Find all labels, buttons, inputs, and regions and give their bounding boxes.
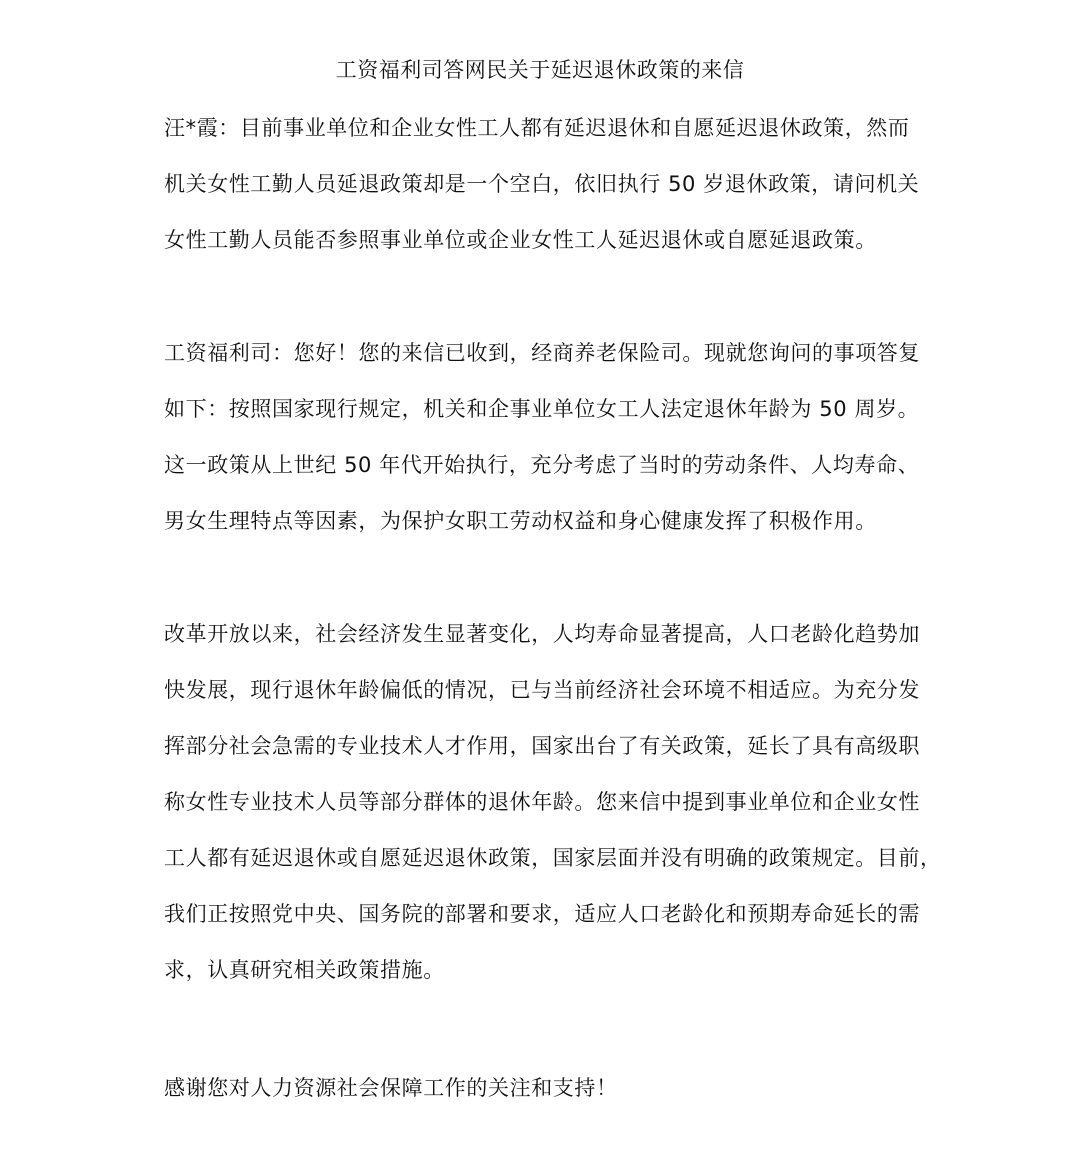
paragraph-line: 称女性专业技术人员等部分群体的退休年龄。您来信中提到事业单位和企业女性 xyxy=(164,790,920,814)
policy-paragraph xyxy=(164,614,942,1006)
paragraph-line: 男女生理特点等因素，为保护女职工劳动权益和身心健康发挥了积极作用。 xyxy=(164,509,877,533)
closing-paragraph xyxy=(164,1068,924,1124)
document-title: 工资福利司答网民关于延迟退休政策的来信 xyxy=(335,58,745,82)
reply-paragraph xyxy=(164,333,924,557)
paragraph-line: 女性工勤人员能否参照事业单位或企业女性工人延迟退休或自愿延退政策。 xyxy=(164,228,877,252)
paragraph-line: 工资福利司：您好！您的来信已收到，经商养老保险司。现就您询问的事项答复 xyxy=(164,341,920,365)
paragraph-line: 汪*霞：目前事业单位和企业女性工人都有延迟退休和自愿延迟退休政策，然而 xyxy=(164,116,910,140)
paragraph-line: 机关女性工勤人员延退政策却是一个空白，依旧执行 50 岁退休政策，请问机关 xyxy=(164,172,920,196)
paragraph-line: 快发展，现行退休年龄偏低的情况，已与当前经济社会环境不相适应。为充分发 xyxy=(164,678,920,702)
paragraph-line: 我们正按照党中央、国务院的部署和要求，适应人口老龄化和预期寿命延长的需 xyxy=(164,902,920,926)
paragraph-line: 工人都有延迟退休或自愿延迟退休政策，国家层面并没有明确的政策规定。目前， xyxy=(164,846,942,870)
paragraph-line: 改革开放以来，社会经济发生显著变化，人均寿命显著提高，人口老龄化趋势加 xyxy=(164,622,920,646)
paragraph-line: 求，认真研究相关政策措施。 xyxy=(164,958,445,982)
paragraph-line: 如下：按照国家现行规定，机关和企事业单位女工人法定退休年龄为 50 周岁。 xyxy=(164,397,920,421)
question-paragraph xyxy=(164,108,924,276)
paragraph-line: 这一政策从上世纪 50 年代开始执行，充分考虑了当时的劳动条件、人均寿命、 xyxy=(164,453,920,477)
paragraph-line: 挥部分社会急需的专业技术人才作用，国家出台了有关政策，延长了具有高级职 xyxy=(164,734,920,758)
paragraph-line: 感谢您对人力资源社会保障工作的关注和支持！ xyxy=(164,1076,618,1100)
